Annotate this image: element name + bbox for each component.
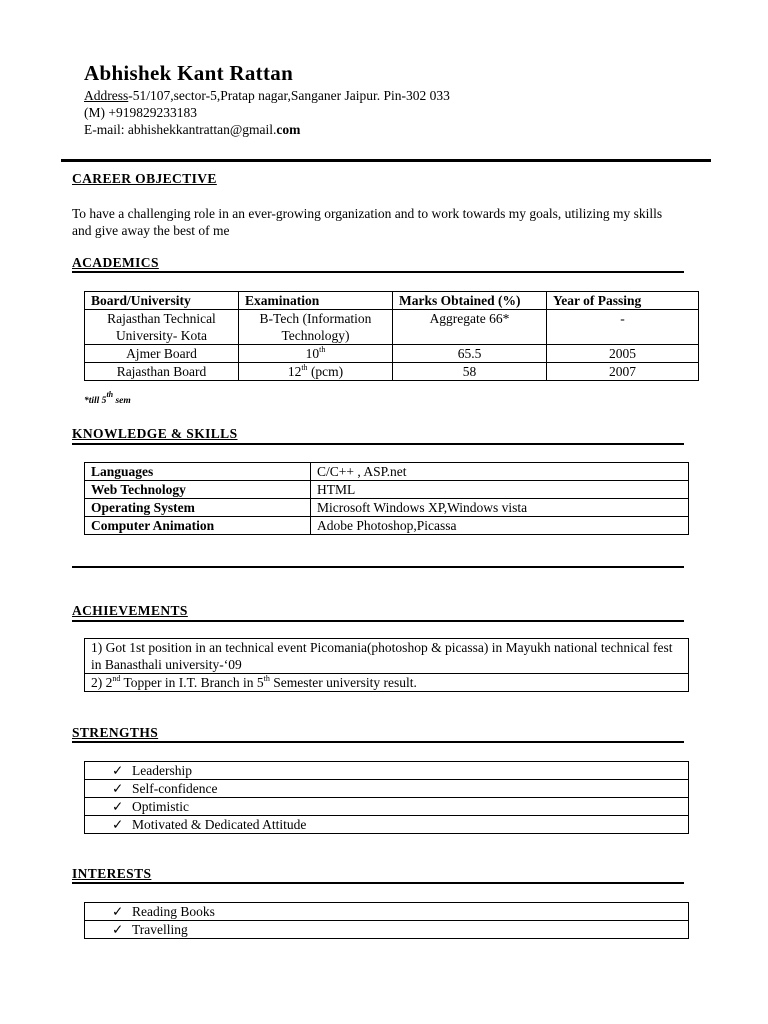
marks-cell: Aggregate 66* bbox=[393, 310, 547, 345]
academics-table bbox=[84, 291, 699, 381]
col-board: Board/University bbox=[85, 292, 239, 310]
strength-cell bbox=[85, 816, 689, 834]
strength-label: Self-confidence bbox=[132, 781, 218, 796]
table-row bbox=[85, 463, 689, 481]
interest-label: Reading Books bbox=[132, 904, 215, 919]
list-item bbox=[85, 921, 689, 939]
achievement-text: 2) 2 bbox=[91, 675, 113, 690]
candidate-name: Abhishek Kant Rattan bbox=[84, 61, 294, 85]
exam-sup: th bbox=[301, 363, 308, 372]
list-item bbox=[85, 816, 689, 834]
exam-base: 10 bbox=[305, 346, 320, 361]
year-cell: 2005 bbox=[547, 345, 699, 363]
strength-label: Optimistic bbox=[132, 799, 189, 814]
year-cell: - bbox=[547, 310, 699, 345]
check-icon: ✓ bbox=[112, 799, 124, 814]
table-row bbox=[85, 310, 699, 345]
table-row bbox=[85, 639, 689, 674]
exam-suffix: (pcm) bbox=[307, 364, 344, 379]
marks-cell: 65.5 bbox=[393, 345, 547, 363]
interests-heading: INTERESTS bbox=[72, 866, 152, 881]
academics-footnote bbox=[84, 390, 131, 406]
career-objective-text: To have a challenging role in an ever-growing organization and to work towards my goals, utilizing my skills and give away the best of me bbox=[72, 206, 663, 238]
academics-header-row bbox=[85, 292, 699, 310]
achievement-sup: nd bbox=[112, 674, 121, 683]
achievement-item bbox=[85, 674, 689, 692]
strength-cell bbox=[85, 798, 689, 816]
achievements-heading: ACHIEVEMENTS bbox=[72, 603, 188, 618]
achievements-table bbox=[84, 638, 689, 692]
year-cell: 2007 bbox=[547, 363, 699, 381]
career-objective-heading: CAREER OBJECTIVE bbox=[72, 171, 217, 186]
mobile-line: (M) +919829233183 bbox=[84, 105, 197, 120]
skill-key: Web Technology bbox=[85, 481, 311, 499]
skills-table bbox=[84, 462, 689, 535]
strength-label: Leadership bbox=[132, 763, 192, 778]
strength-cell bbox=[85, 762, 689, 780]
table-row bbox=[85, 517, 689, 535]
strength-label: Motivated & Dedicated Attitude bbox=[132, 817, 307, 832]
email-domain: com bbox=[276, 122, 301, 137]
list-item bbox=[85, 762, 689, 780]
interest-label: Travelling bbox=[132, 922, 188, 937]
interest-cell bbox=[85, 921, 689, 939]
col-marks: Marks Obtained (%) bbox=[393, 292, 547, 310]
check-icon: ✓ bbox=[112, 922, 124, 937]
interest-cell bbox=[85, 903, 689, 921]
interests-divider bbox=[72, 882, 684, 884]
skill-key: Operating System bbox=[85, 499, 311, 517]
strength-cell bbox=[85, 780, 689, 798]
check-icon: ✓ bbox=[112, 817, 124, 832]
board-cell: Rajasthan Technical University- Kota bbox=[85, 310, 239, 345]
exam-cell: B-Tech (Information Technology) bbox=[239, 310, 393, 345]
table-row bbox=[85, 674, 689, 692]
achievement-text: Semester university result. bbox=[269, 675, 417, 690]
skill-value: C/C++ , ASP.net bbox=[311, 463, 689, 481]
list-item bbox=[85, 798, 689, 816]
strengths-heading: STRENGTHS bbox=[72, 725, 159, 740]
achievement-item: 1) Got 1st position in an technical event Picomania(photoshop & picassa) in Mayukh national technical fest in Banasthali university-‘09 bbox=[85, 639, 689, 674]
note-text: *till 5 bbox=[84, 396, 107, 406]
skill-value: Adobe Photoshop,Picassa bbox=[311, 517, 689, 535]
address-text: -51/107,sector-5,Pratap nagar,Sanganer Jaipur. Pin-302 033 bbox=[128, 88, 450, 103]
achievements-divider bbox=[72, 620, 684, 622]
interests-list bbox=[84, 902, 689, 939]
table-row bbox=[85, 481, 689, 499]
address-line bbox=[84, 87, 450, 104]
strengths-divider bbox=[72, 741, 684, 743]
col-examination: Examination bbox=[239, 292, 393, 310]
list-item bbox=[85, 780, 689, 798]
table-row bbox=[85, 345, 699, 363]
skills-heading: KNOWLEDGE & SKILLS bbox=[72, 426, 238, 441]
skill-key: Computer Animation bbox=[85, 517, 311, 535]
board-cell: Ajmer Board bbox=[85, 345, 239, 363]
skill-key: Languages bbox=[85, 463, 311, 481]
section-divider bbox=[72, 566, 684, 568]
col-year: Year of Passing bbox=[547, 292, 699, 310]
check-icon: ✓ bbox=[112, 904, 124, 919]
marks-cell: 58 bbox=[393, 363, 547, 381]
achievement-text: Topper in I.T. Branch in 5 bbox=[120, 675, 264, 690]
check-icon: ✓ bbox=[112, 763, 124, 778]
note-sup: th bbox=[106, 390, 114, 399]
exam-base: 12 bbox=[287, 364, 302, 379]
address-label: Address bbox=[84, 88, 129, 103]
exam-cell bbox=[239, 363, 393, 381]
strengths-list bbox=[84, 761, 689, 834]
skills-divider bbox=[72, 443, 684, 445]
table-row bbox=[85, 363, 699, 381]
achievement-sup: th bbox=[263, 674, 270, 683]
academics-divider bbox=[72, 271, 684, 273]
check-icon: ✓ bbox=[112, 781, 124, 796]
board-cell: Rajasthan Board bbox=[85, 363, 239, 381]
table-row bbox=[85, 499, 689, 517]
email-text: E-mail: abhishekkantrattan@gmail. bbox=[84, 122, 277, 137]
exam-sup: th bbox=[319, 345, 326, 354]
header-divider bbox=[61, 159, 711, 162]
email-line bbox=[84, 121, 300, 138]
skill-value: HTML bbox=[311, 481, 689, 499]
skill-value: Microsoft Windows XP,Windows vista bbox=[311, 499, 689, 517]
academics-heading: ACADEMICS bbox=[72, 255, 159, 270]
exam-cell bbox=[239, 345, 393, 363]
note-text-end: sem bbox=[113, 396, 131, 406]
list-item bbox=[85, 903, 689, 921]
